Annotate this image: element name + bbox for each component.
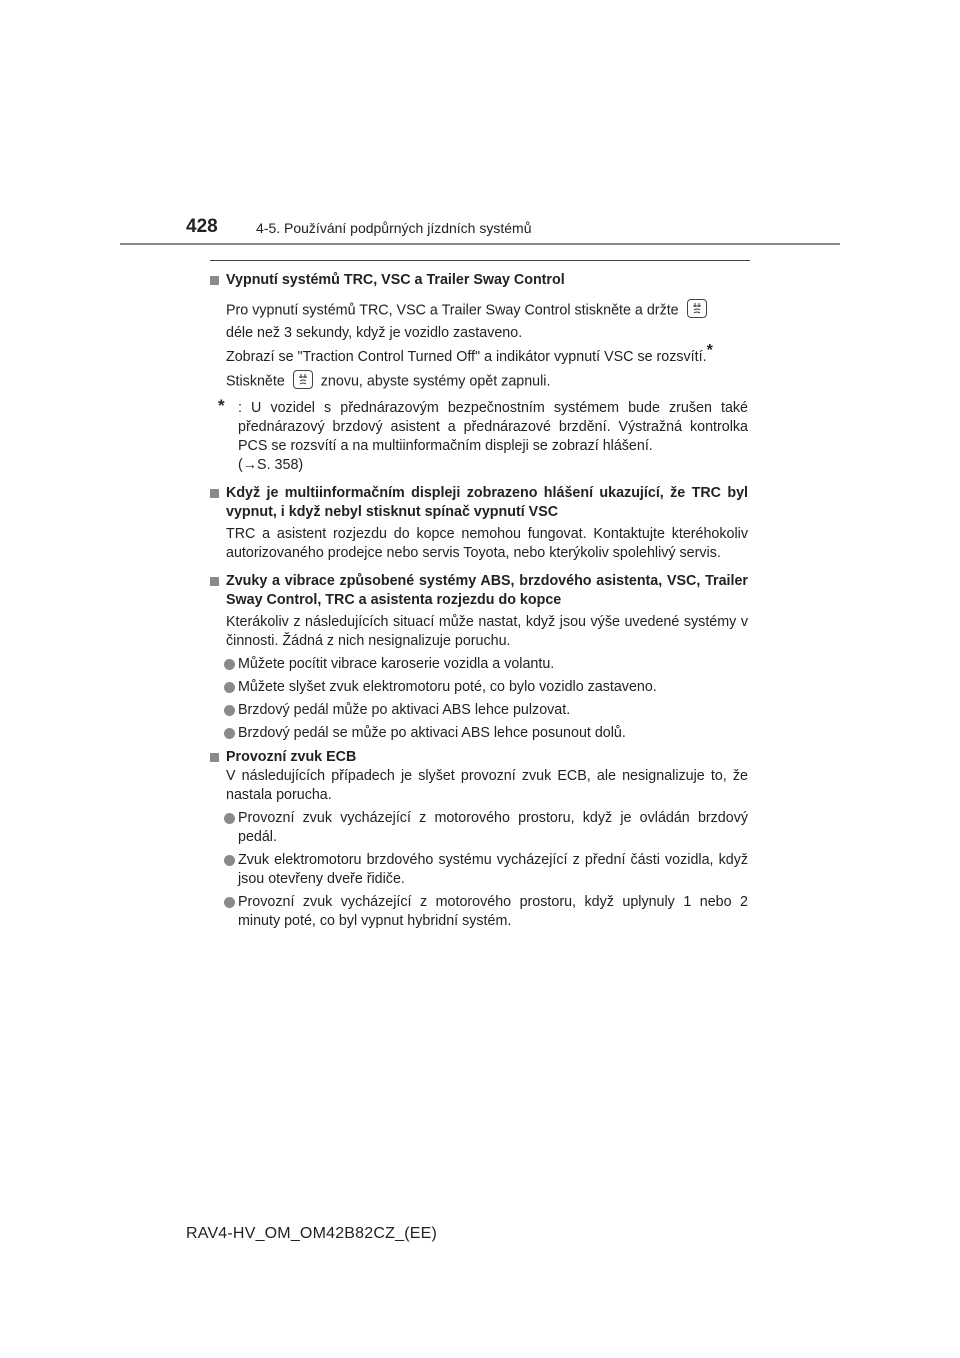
footnote bbox=[210, 395, 748, 456]
footnote-text: : U vozidel s přednárazovým bezpečnostním systémem bude zrušen také přednárazový brzdový asistent a přednárazové brzdění. Výstražná kontrolka PCS se rozsvítí a na multiinformačním displeji se zobrazí hlášení. bbox=[238, 399, 748, 454]
section-title: 4-5. Používání podpůrných jízdních systémů bbox=[256, 220, 532, 236]
manual-code: RAV4-HV_OM_OM42B82CZ_(EE) bbox=[186, 1225, 437, 1242]
paragraph-text: znovu, abyste systémy opět zapnuli. bbox=[320, 373, 551, 390]
list-item-text: Brzdový pedál může po aktivaci ABS lehce pulzovat. bbox=[238, 701, 571, 718]
header-divider bbox=[120, 243, 840, 245]
circle-bullet-icon bbox=[224, 813, 235, 824]
square-marker-icon bbox=[210, 577, 219, 586]
square-marker-icon bbox=[210, 489, 219, 498]
paragraph: déle než 3 sekundy, když je vozidlo zastaveno. bbox=[226, 325, 523, 342]
paragraph bbox=[210, 342, 748, 367]
list-item bbox=[210, 701, 748, 720]
heading-text: Když je multiinformačním displeji zobrazeno hlášení ukazující, že TRC byl vypnut, i když nebyl stisknut spínač vypnutí VSC bbox=[226, 484, 748, 520]
paragraph bbox=[210, 372, 748, 391]
heading-text: Vypnutí systémů TRC, VSC a Trailer Sway Control bbox=[226, 272, 565, 288]
list-item bbox=[210, 655, 748, 674]
vsc-off-button-icon bbox=[293, 370, 313, 389]
circle-bullet-icon bbox=[224, 705, 235, 716]
list-item bbox=[210, 809, 748, 847]
footnote-mark: * bbox=[218, 395, 225, 415]
list-item-text: Můžete pocítit vibrace karoserie vozidla a volantu. bbox=[238, 655, 555, 672]
footnote-mark: * bbox=[706, 342, 713, 360]
page-header bbox=[0, 0, 960, 250]
section-heading-ecb-sound bbox=[210, 748, 748, 767]
paragraph-text: Stiskněte bbox=[226, 373, 285, 390]
paragraph bbox=[210, 301, 748, 320]
paragraph: Kterákoliv z následujících situací může nastat, když jsou výše uvedené systémy v činnosti. Žádná z nich nesignalizuje poruchu. bbox=[226, 613, 748, 649]
list-item-text: Provozní zvuk vycházející z motorového prostoru, když uplynuly 1 nebo 2 minuty poté, co byl vypnut hybridní systém. bbox=[238, 893, 748, 929]
list-item bbox=[210, 893, 748, 931]
heading-text: Zvuky a vibrace způsobené systémy ABS, brzdového asistenta, VSC, Trailer Sway Control, TRC a asistenta rozjezdu do kopce bbox=[226, 572, 748, 608]
list-item-text: Brzdový pedál se může po aktivaci ABS lehce posunout dolů. bbox=[238, 724, 626, 741]
page-content bbox=[210, 264, 748, 931]
list-item-text: Můžete slyšet zvuk elektromotoru poté, co bylo vozidlo zastaveno. bbox=[238, 678, 657, 695]
content-divider bbox=[210, 260, 750, 261]
paragraph: V následujících případech je slyšet provozní zvuk ECB, ale nesignalizuje to, že nastala porucha. bbox=[226, 767, 748, 803]
circle-bullet-icon bbox=[224, 728, 235, 739]
vsc-off-button-icon bbox=[687, 299, 707, 318]
section-heading-sounds-vibrations bbox=[210, 572, 748, 610]
circle-bullet-icon bbox=[224, 855, 235, 866]
footnote-reference: (→S. 358) bbox=[238, 456, 304, 473]
section-heading-trc-off bbox=[210, 271, 748, 290]
circle-bullet-icon bbox=[224, 897, 235, 908]
list-item-text: Zvuk elektromotoru brzdového systému vycházející z přední části vozidla, když jsou otevřeny dveře řidiče. bbox=[238, 851, 748, 887]
page-number: 428 bbox=[186, 216, 218, 237]
paragraph-text: Pro vypnutí systémů TRC, VSC a Trailer Sway Control stiskněte a držte bbox=[226, 302, 679, 319]
list-item bbox=[210, 724, 748, 743]
square-marker-icon bbox=[210, 753, 219, 762]
paragraph-text: Zobrazí se "Traction Control Turned Off" a indikátor vypnutí VSC se rozsvítí. bbox=[226, 349, 707, 366]
heading-text: Provozní zvuk ECB bbox=[226, 748, 357, 765]
square-marker-icon bbox=[210, 276, 219, 285]
list-item bbox=[210, 851, 748, 889]
paragraph: TRC a asistent rozjezdu do kopce nemohou fungovat. Kontaktujte kteréhokoliv autorizovaného prodejce nebo servis Toyota, nebo kterýkoliv spolehlivý servis. bbox=[226, 525, 748, 561]
section-heading-trc-message bbox=[210, 484, 748, 522]
circle-bullet-icon bbox=[224, 659, 235, 670]
list-item bbox=[210, 678, 748, 697]
circle-bullet-icon bbox=[224, 682, 235, 693]
list-item-text: Provozní zvuk vycházející z motorového prostoru, když je ovládán brzdový pedál. bbox=[238, 809, 748, 845]
